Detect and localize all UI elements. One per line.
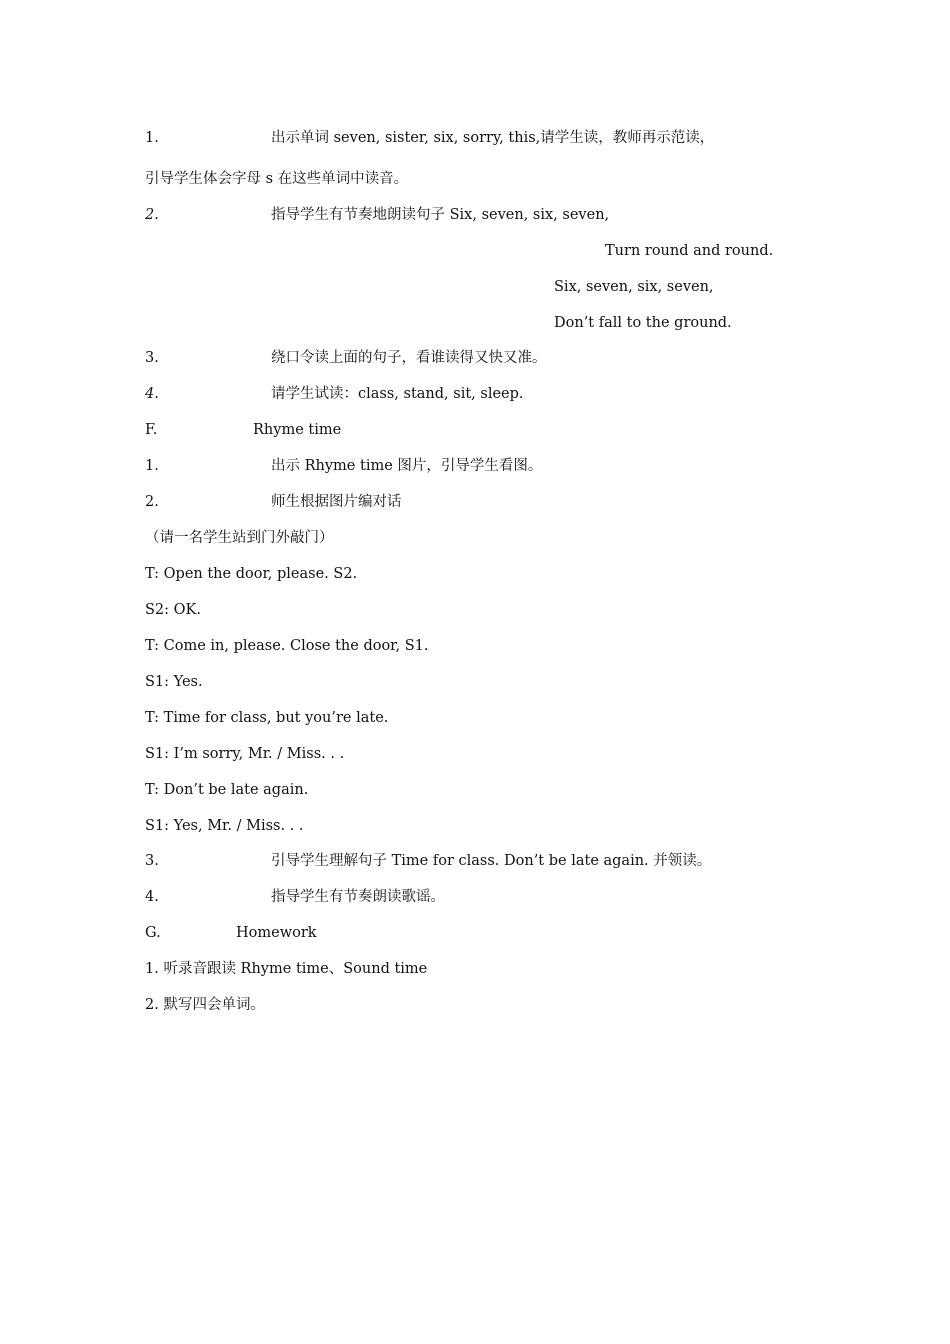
- item-number: 2.: [145, 207, 159, 223]
- item-number: 3.: [145, 853, 159, 869]
- item-text: 引导学生理解句子 Time for class. Don’t be late again. 并领读。: [271, 853, 712, 869]
- item-text: 绕口令读上面的句子，看谁读得又快又准。: [271, 350, 547, 366]
- rhyme-line: Six, seven, six, seven,: [554, 279, 714, 295]
- rhyme-line: Turn round and round.: [605, 243, 774, 259]
- section-letter: G.: [145, 925, 161, 941]
- dialogue-line: T: Don’t be late again.: [145, 782, 309, 798]
- dialogue-line: T: Open the door, please. S2.: [145, 566, 358, 582]
- item-number: 1.: [145, 130, 159, 146]
- item-number: 4.: [145, 889, 159, 905]
- item-text: 出示单词 seven, sister, six, sorry, this,请学生读，教师再示范读，: [271, 130, 715, 146]
- item-text: 请学生试读：class, stand, sit, sleep.: [271, 386, 524, 402]
- item-number: 4.: [145, 386, 159, 402]
- item-text: 师生根据图片编对话: [271, 494, 402, 510]
- dialogue-line: S1: I’m sorry, Mr. / Miss. . .: [145, 746, 345, 762]
- section-letter: F.: [145, 422, 158, 438]
- item-number: 2.: [145, 494, 159, 510]
- homework-item: 1. 听录音跟读 Rhyme time、Sound time: [145, 961, 428, 977]
- homework-item: 2. 默写四会单词。: [145, 997, 265, 1013]
- item-text: 指导学生有节奏朗读歌谣。: [271, 889, 445, 905]
- item-text-continued: 引导学生体会字母 s 在这些单词中读音。: [145, 171, 409, 187]
- dialogue-line: S1: Yes.: [145, 674, 203, 690]
- dialogue-line: T: Time for class, but you’re late.: [145, 710, 389, 726]
- section-title: Homework: [236, 925, 317, 941]
- stage-note: （请一名学生站到门外敲门）: [145, 530, 334, 546]
- item-text: 指导学生有节奏地朗读句子 Six, seven, six, seven,: [271, 207, 610, 223]
- item-number: 1.: [145, 458, 159, 474]
- dialogue-line: S2: OK.: [145, 602, 201, 618]
- dialogue-line: S1: Yes, Mr. / Miss. . .: [145, 818, 304, 834]
- dialogue-line: T: Come in, please. Close the door, S1.: [145, 638, 429, 654]
- rhyme-line: Don’t fall to the ground.: [554, 315, 732, 331]
- item-number: 3.: [145, 350, 159, 366]
- section-title: Rhyme time: [253, 422, 342, 438]
- item-text: 出示 Rhyme time 图片，引导学生看图。: [271, 458, 543, 474]
